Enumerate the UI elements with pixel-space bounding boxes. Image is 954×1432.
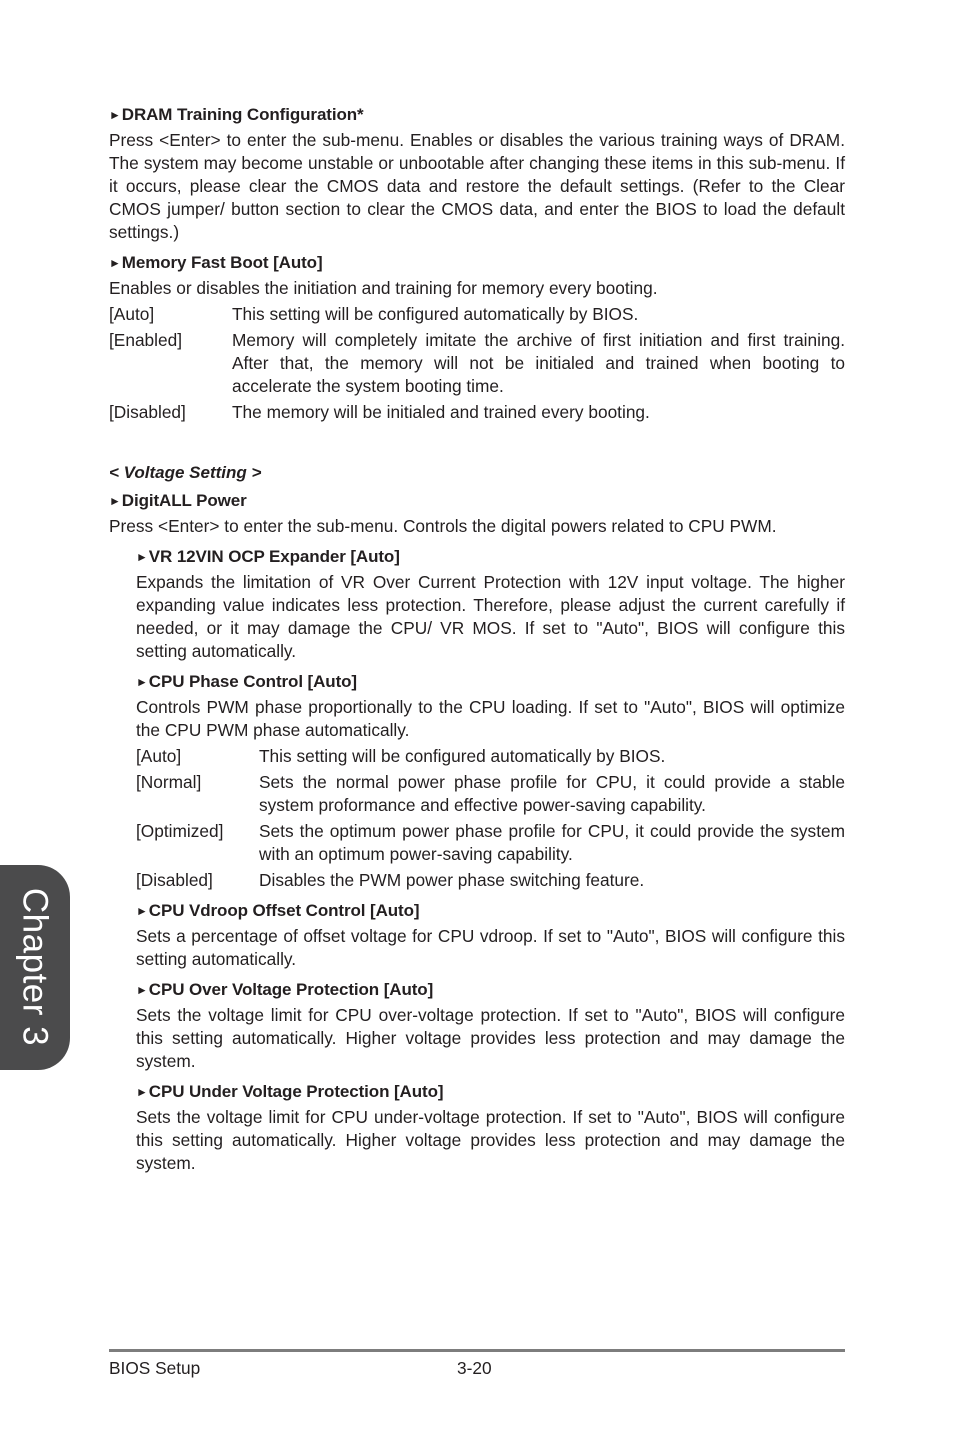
section-description: Enables or disables the initiation and training for memory every booting.: [109, 278, 658, 298]
section-heading: [109, 252, 845, 274]
option-description: Disables the PWM power phase switching feature.: [259, 870, 645, 890]
setting-section: [136, 671, 845, 892]
section-heading-text: CPU Vdroop Offset Control [Auto]: [148, 901, 420, 920]
setting-section: [136, 979, 845, 1073]
section-heading: [136, 671, 845, 693]
triangle-bullet-icon: ►: [109, 108, 121, 122]
section-heading: [136, 1081, 845, 1103]
section-heading-text: VR 12VIN OCP Expander [Auto]: [148, 547, 400, 566]
section-heading-text: Memory Fast Boot [Auto]: [121, 253, 323, 272]
section-heading-text: CPU Over Voltage Protection [Auto]: [148, 980, 434, 999]
section-description: Sets the voltage limit for CPU under-voltage protection. If set to "Auto", BIOS will configure this setting automatically. Higher voltage provides less protection and may damage the system.: [136, 1107, 845, 1173]
section-description: Press <Enter> to enter the sub-menu. Controls the digital powers related to CPU PWM.: [109, 516, 777, 536]
triangle-bullet-icon: ►: [136, 550, 148, 564]
option-description: The memory will be initialed and trained every booting.: [232, 402, 650, 422]
option-key: [Auto]: [109, 304, 155, 324]
option-description: Memory will completely imitate the archive of first initiation and first training. After that, the memory will not be initialed and trained when booting to accelerate the system booting time.: [232, 330, 845, 396]
section-heading: [136, 979, 845, 1001]
setting-section: [109, 104, 845, 244]
triangle-bullet-icon: ►: [136, 1085, 148, 1099]
section-heading-text: CPU Under Voltage Protection [Auto]: [148, 1082, 444, 1101]
footer-divider: [109, 1349, 845, 1352]
section-description: Sets the voltage limit for CPU over-voltage protection. If set to "Auto", BIOS will configure this setting automatically. Higher voltage provides less protection and may damage the system.: [136, 1005, 845, 1071]
digitall-power-section: [109, 490, 845, 538]
triangle-bullet-icon: ►: [136, 675, 148, 689]
option-row: [136, 869, 845, 892]
chapter-tab-label: Chapter 3: [15, 887, 55, 1047]
section-heading-text: CPU Phase Control [Auto]: [148, 672, 357, 691]
option-key: [Normal]: [136, 772, 202, 792]
triangle-bullet-icon: ►: [136, 983, 148, 997]
sub-sections: [109, 546, 845, 1175]
top-sections: [109, 104, 845, 424]
page-content: [109, 104, 845, 1183]
section-heading: [109, 490, 845, 512]
option-list: [109, 303, 845, 424]
option-key: [Disabled]: [109, 402, 186, 422]
triangle-bullet-icon: ►: [136, 904, 148, 918]
footer-section-title: BIOS Setup: [109, 1358, 201, 1378]
option-row: [109, 303, 845, 326]
section-heading-text: DigitALL Power: [121, 491, 247, 510]
option-description: Sets the optimum power phase profile for CPU, it could provide the system with an optimum power-saving capability.: [259, 821, 845, 864]
option-row: [109, 329, 845, 398]
setting-section: [109, 252, 845, 424]
section-description: Sets a percentage of offset voltage for CPU vdroop. If set to "Auto", BIOS will configure this setting automatically.: [136, 926, 845, 969]
triangle-bullet-icon: ►: [109, 256, 121, 270]
option-row: [109, 401, 845, 424]
option-key: [Enabled]: [109, 330, 183, 350]
setting-section: [136, 546, 845, 663]
section-heading: [136, 546, 845, 568]
option-description: This setting will be configured automatically by BIOS.: [232, 304, 639, 324]
triangle-bullet-icon: ►: [109, 494, 121, 508]
section-heading: [109, 104, 845, 126]
option-key: [Disabled]: [136, 870, 213, 890]
option-list: [136, 745, 845, 892]
option-row: [136, 771, 845, 817]
option-row: [136, 820, 845, 866]
section-description: Expands the limitation of VR Over Current Protection with 12V input voltage. The higher expanding value indicates less protection. Therefore, please adjust the current carefully if needed, or it may damage the CPU/ VR MOS. If set to "Auto", BIOS will configure this setting automatically.: [136, 572, 845, 661]
section-heading-text: DRAM Training Configuration*: [121, 105, 364, 124]
option-row: [136, 745, 845, 768]
voltage-setting-group-label: < Voltage Setting >: [109, 463, 262, 482]
footer-page-number: 3-20: [457, 1358, 492, 1378]
setting-section: [136, 1081, 845, 1175]
option-description: Sets the normal power phase profile for CPU, it could provide a stable system proformance and effective power-saving capability.: [259, 772, 845, 815]
option-description: This setting will be configured automatically by BIOS.: [259, 746, 666, 766]
chapter-tab: [0, 865, 70, 1070]
option-key: [Auto]: [136, 746, 182, 766]
section-heading: [136, 900, 845, 922]
section-description: Controls PWM phase proportionally to the CPU loading. If set to "Auto", BIOS will optimize the CPU PWM phase automatically.: [136, 697, 845, 740]
section-description: Press <Enter> to enter the sub-menu. Enables or disables the various training ways of DRAM. The system may become unstable or unbootable after changing these items in this sub-menu. If it occurs, please clear the CMOS data and restore the default settings. (Refer to the Clear CMOS jumper/ button section to clear the CMOS data, and enter the BIOS to load the default settings.): [109, 130, 845, 242]
option-key: [Optimized]: [136, 821, 224, 841]
setting-section: [136, 900, 845, 971]
